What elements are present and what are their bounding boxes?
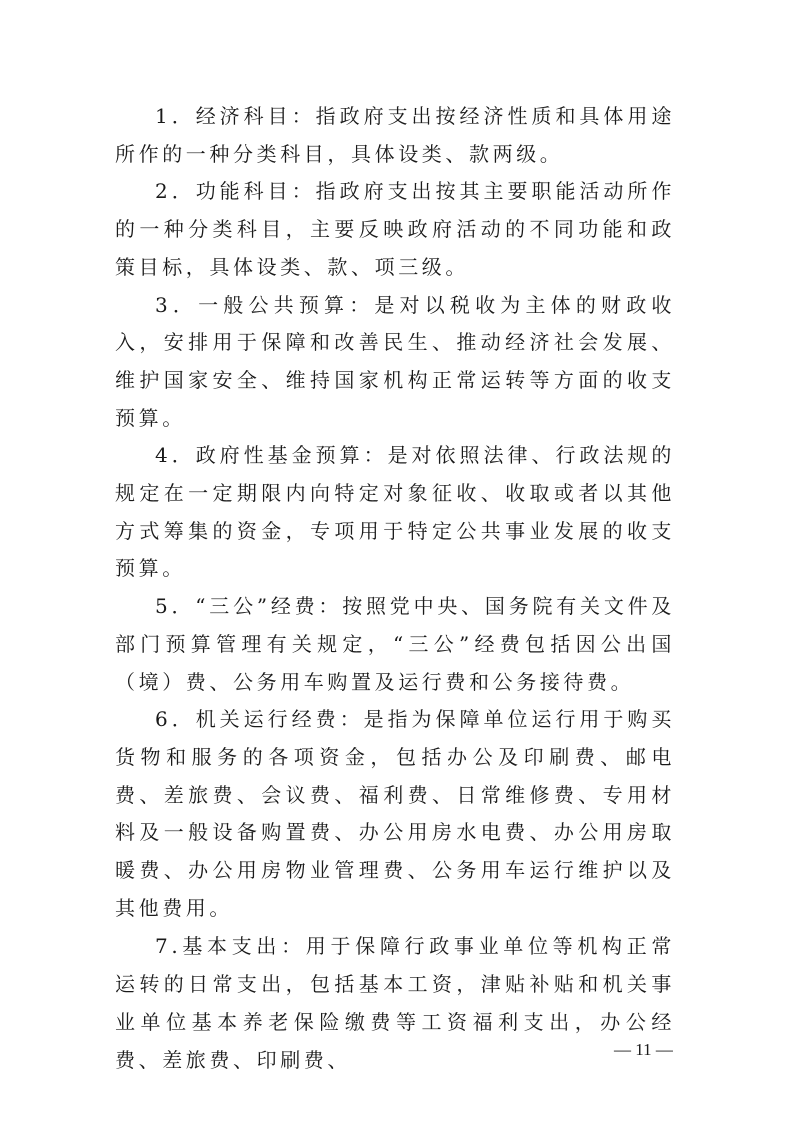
paragraph-economic-subject: 1．经济科目：指政府支出按经济性质和具体用途所作的一种分类科目，具体设类、款两级。 bbox=[115, 104, 675, 166]
paragraph-government-fund-budget: 4．政府性基金预算：是对依照法律、行政法规的规定在一定期限内向特定对象征收、收取或者以其他方式筹集的资金，专项用于特定公共事业发展的收支预算。 bbox=[115, 443, 675, 581]
page-number: — 11 — bbox=[614, 1040, 673, 1059]
paragraph-functional-subject: 2．功能科目：指政府支出按其主要职能活动所作的一种分类科目，主要反映政府活动的不同功能和政策目标，具体设类、款、项三级。 bbox=[115, 179, 675, 279]
paragraph-general-public-budget: 3．一般公共预算：是对以税收为主体的财政收入，安排用于保障和改善民生、推动经济社会发展、维护国家安全、维持国家机构正常运转等方面的收支预算。 bbox=[115, 292, 675, 430]
paragraph-operating-expenses: 6．机关运行经费：是指为保障单位运行用于购买货物和服务的各项资金，包括办公及印刷费、邮电费、差旅费、会议费、福利费、日常维修费、专用材料及一般设备购置费、办公用房水电费、办公用房取暖费、办公用房物业管理费、公务用车运行维护以及其他费用。 bbox=[115, 707, 675, 920]
paragraph-basic-expenditure: 7.基本支出：用于保障行政事业单位等机构正常运转的日常支出，包括基本工资，津贴补贴和机关事业单位基本养老保险缴费等工资福利支出，办公经费、差旅费、印刷费、 bbox=[115, 934, 675, 1072]
paragraph-three-public-expenses: 5．“三公”经费：按照党中央、国务院有关文件及部门预算管理有关规定，“三公”经费包括因公出国（境）费、公务用车购置及运行费和公务接待费。 bbox=[115, 594, 675, 694]
document-body bbox=[115, 98, 675, 1079]
